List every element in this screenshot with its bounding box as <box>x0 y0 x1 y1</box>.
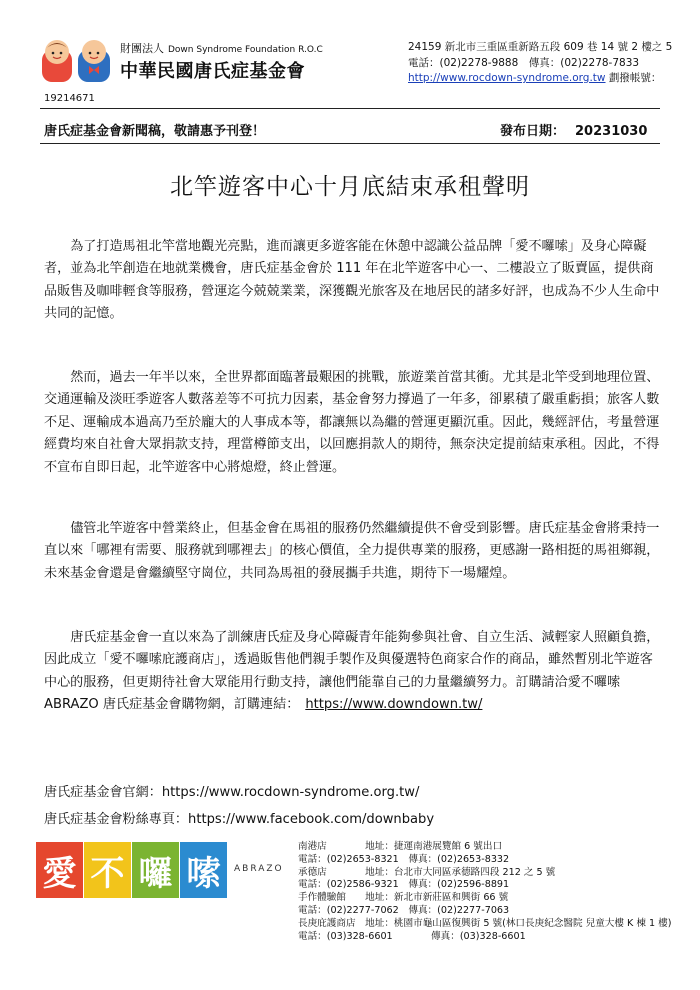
release-date-label: 發布日期： <box>500 124 566 139</box>
website-line <box>408 71 672 87</box>
paragraph-3: 儘管北竿遊客中營業終止，但基金會在馬祖的服務仍然繼續提供不會受到影響。唐氏症基金會將秉持一直以來「哪裡有需要、服務就到哪裡去」的核心價值，全力提供專業的服務，更感謝一路相挺的馬祖鄉親，未來基金會還是會繼續堅守崗位，共同為馬祖的發展攜手共進，期待下一場耀煌。 <box>44 521 660 581</box>
brand-char-1: 愛 <box>36 842 83 898</box>
official-site-line: 唐氏症基金會官網：https://www.rocdown-syndrome.org.tw/ <box>44 785 420 800</box>
phone-fax: 電話：(02)2278-9888 傳真：(02)2278-7833 <box>408 56 640 69</box>
paragraph-1: 為了打造馬祖北竿當地觀光亮點，進而讓更多遊客能在休憩中認識公益品牌「愛不囉嗦」及身心障礙者，並為北竿創造在地就業機會，唐氏症基金會於 111 年在北竿遊客中心一、二樓設立了販賣區，提供商品販售及咖啡輕食等服務，營運迄今兢兢業業，深獲觀光旅客及在地居民的諸多好評，也成為不少人生命中共同的記憶。 <box>44 239 660 322</box>
org-english-name: Down Syndrome Foundation R.O.C <box>168 45 323 55</box>
paragraph-4-text: 唐氏症基金會一直以來為了訓練唐氏症及身心障礙青年能夠參與社會、自立生活、減輕家人照顧負擔，因此成立「愛不囉嗦庇護商店」，透過販售他們親手製作及與優選特色商家合作的商品，雖然暫別北竿遊客中心的服務，但更期待社會大眾能用行動支持，讓他們能靠自己的力量繼續努力。訂購請洽愛不囉嗦 ABRAZO 唐氏症基金會購物網，訂購連結： <box>44 630 660 713</box>
donation-label: 劃撥帳號： <box>608 72 662 84</box>
press-notice: 唐氏症基金會新聞稿，敬請惠予刊登！ <box>44 124 266 139</box>
brand-char-3: 囉 <box>132 842 179 898</box>
store-line: 承德店 地址：台北市大同區承德路四段 212 之 5 號 <box>298 866 556 878</box>
paragraph-4 <box>44 627 660 717</box>
store-line: 電話：(03)328-6601 傳真：(03)328-6601 <box>298 930 526 942</box>
release-date-value: 20231030 <box>575 124 648 139</box>
notice-divider <box>40 143 660 144</box>
store-line: 南港店 地址：捷運南港展覽館 6 號出口 <box>298 841 503 852</box>
registration-number: 19214671 <box>44 93 95 104</box>
abrazo-brand-banner <box>36 842 286 898</box>
brand-latin: ABRAZO <box>234 864 284 874</box>
fan-page-line: 唐氏症基金會粉絲專頁：https://www.facebook.com/downbaby <box>44 812 435 827</box>
logo-children-icon <box>40 36 116 86</box>
store-line: 手作體驗館 地址：新北市新莊區和興街 66 號 <box>298 892 509 904</box>
org-name: 中華民國唐氏症基金會 <box>120 61 305 82</box>
org-prefix-line <box>120 40 323 56</box>
store-line: 電話：(02)2277-7062 傳真：(02)2277-7063 <box>298 904 510 916</box>
store-line: 電話：(02)2586-9321 傳真：(02)2596-8891 <box>298 879 510 891</box>
brand-char-2: 不 <box>84 842 131 898</box>
contact-block <box>408 40 672 87</box>
foundation-logo <box>40 36 116 86</box>
header-divider <box>40 108 660 109</box>
paragraph-2: 然而，過去一年半以來，全世界都面臨著最艱困的挑戰，旅遊業首當其衝。尤其是北竿受到地理位置、交通運輸及淡旺季遊客人數落差等不可抗力因素，基金會努力撐過了一年多，卻累積了嚴重虧損；旅客人數不足、運輸成本過高乃至於龐大的人事成本等，都讓無以為繼的營運更顯沉重。因此，幾經評估，考量營運經費均來自社會大眾捐款支持，理當樽節支出，以回應捐款人的期待，無奈決定提前結束承租。因此，不得不宣布自即日起，北竿遊客中心將熄燈，終止營運。 <box>44 370 660 475</box>
store-line: 電話：(02)2653-8321 傳真：(02)2653-8332 <box>298 853 510 865</box>
address: 24159 新北市三重區重新路五段 609 巷 14 號 2 樓之 5 <box>408 41 673 53</box>
release-date <box>500 120 647 139</box>
order-link[interactable]: https://www.downdown.tw/ <box>305 697 483 713</box>
website-link[interactable]: http://www.rocdown-syndrome.org.tw <box>408 72 606 84</box>
document-title: 北竿遊客中心十月底結束承租聲明 <box>170 174 530 200</box>
store-list <box>298 841 672 943</box>
store-line: 長庚庇護商店 地址：桃園市龜山區復興街 5 號(林口長庚紀念醫院 兒童大樓 K 棟 1 樓) <box>298 917 672 929</box>
org-prefix: 財團法人 <box>120 42 164 55</box>
brand-char-4: 嗦 <box>180 842 227 898</box>
